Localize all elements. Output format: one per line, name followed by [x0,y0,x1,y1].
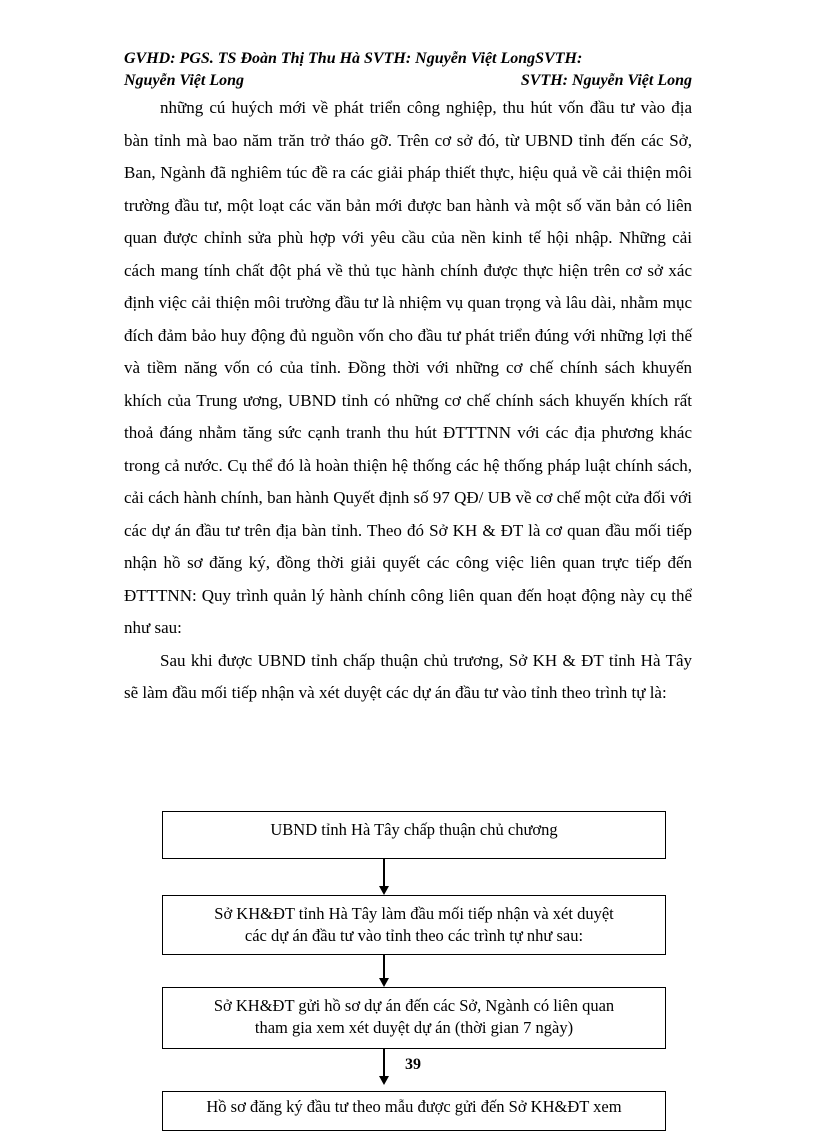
flow-step-3-line-2: tham gia xem xét duyệt dự án (thời gian 7 ngày) [254,1018,574,1037]
header-author-right: SVTH: Nguyễn Việt Long [520,72,692,89]
flow-arrow-2 [383,955,385,979]
flow-step-3 [162,987,666,1049]
flow-step-2-line-1: Sở KH&ĐT tỉnh Hà Tây làm đầu mối tiếp nhận và xét duyệt [214,904,614,923]
flow-step-1-text: UBND tỉnh Hà Tây chấp thuận chủ chương [270,820,558,839]
flow-step-4 [162,1091,666,1131]
flow-arrow-1 [383,859,385,887]
document-body [124,92,692,710]
header-line-2 [124,70,692,92]
header-author-left: Nguyễn Việt Long [124,72,245,89]
paragraph-2: Sau khi được UBND tỉnh chấp thuận chủ trương, Sở KH & ĐT tỉnh Hà Tây sẽ làm đầu mối tiếp nhận và xét duyệt các dự án đầu tư vào tỉnh theo trình tự là: [124,650,692,702]
flow-step-3-line-1: Sở KH&ĐT gửi hồ sơ dự án đến các Sở, Ngành có liên quan [213,996,615,1015]
paragraph-1: những cú huých mới về phát triển công nghiệp, thu hút vốn đầu tư vào địa bàn tỉnh mà bao năm trăn trở tháo gỡ. Trên cơ sở đó, từ UBND tỉnh đến các Sở, Ban, Ngành đã nghiêm túc đề ra các giải pháp thiết thực, hiệu quả về cải thiện môi trường đầu tư, một loạt các văn bản mới được ban hành và một số văn bản có liên quan được chỉnh sửa phù hợp với yêu cầu của nền kinh tế hội nhập. Những cải cách mang tính chất đột phá về thủ tục hành chính được thực hiện trên cơ sở xác định việc cải thiện môi trường đầu tư là nhiệm vụ quan trọng và lâu dài, nhằm mục đích đảm bảo huy động đủ nguồn vốn cho đầu tư phát triển đúng với những lợi thế và tiềm năng vốn có của tỉnh. Đồng thời với những cơ chế chính sách khuyến khích của Trung ương, UBND tỉnh có những cơ chế chính sách khuyến khích rất thoả đáng nhằm tăng sức cạnh tranh thu hút ĐTTTNN với các địa phương khác trong cả nước. Cụ thể đó là hoàn thiện hệ thống các hệ thống pháp luật chính sách, cải cách hành chính, ban hành Quyết định số 97 QĐ/ UB về cơ chế một cửa đối với các dự án đầu tư trên địa bàn tỉnh. Theo đó Sở KH & ĐT là cơ quan đầu mối tiếp nhận hồ sơ đăng ký, đồng thời giải quyết các công việc liên quan trực tiếp đến ĐTTTNN: Quy trình quản lý hành chính công liên quan đến hoạt động này cụ thể như sau: [124,98,692,637]
header-line-1: GVHD: PGS. TS Đoàn Thị Thu Hà SVTH: Nguyễn Việt LongSVTH: [124,50,583,67]
flow-arrowhead-1 [379,886,389,895]
flow-step-4-line-1: Hồ sơ đăng ký đầu tư theo mẫu được gửi đến Sở KH&ĐT xem [206,1097,622,1116]
flow-arrowhead-3 [379,1076,389,1085]
flow-arrowhead-2 [379,978,389,987]
page-number: 39 [405,1056,421,1073]
flow-step-1 [162,811,666,859]
flow-step-2-line-2: các dự án đầu tư vào tỉnh theo các trình tự như sau: [244,926,584,945]
page-header [124,48,692,92]
flow-arrow-3 [383,1049,385,1077]
flow-step-2 [162,895,666,955]
